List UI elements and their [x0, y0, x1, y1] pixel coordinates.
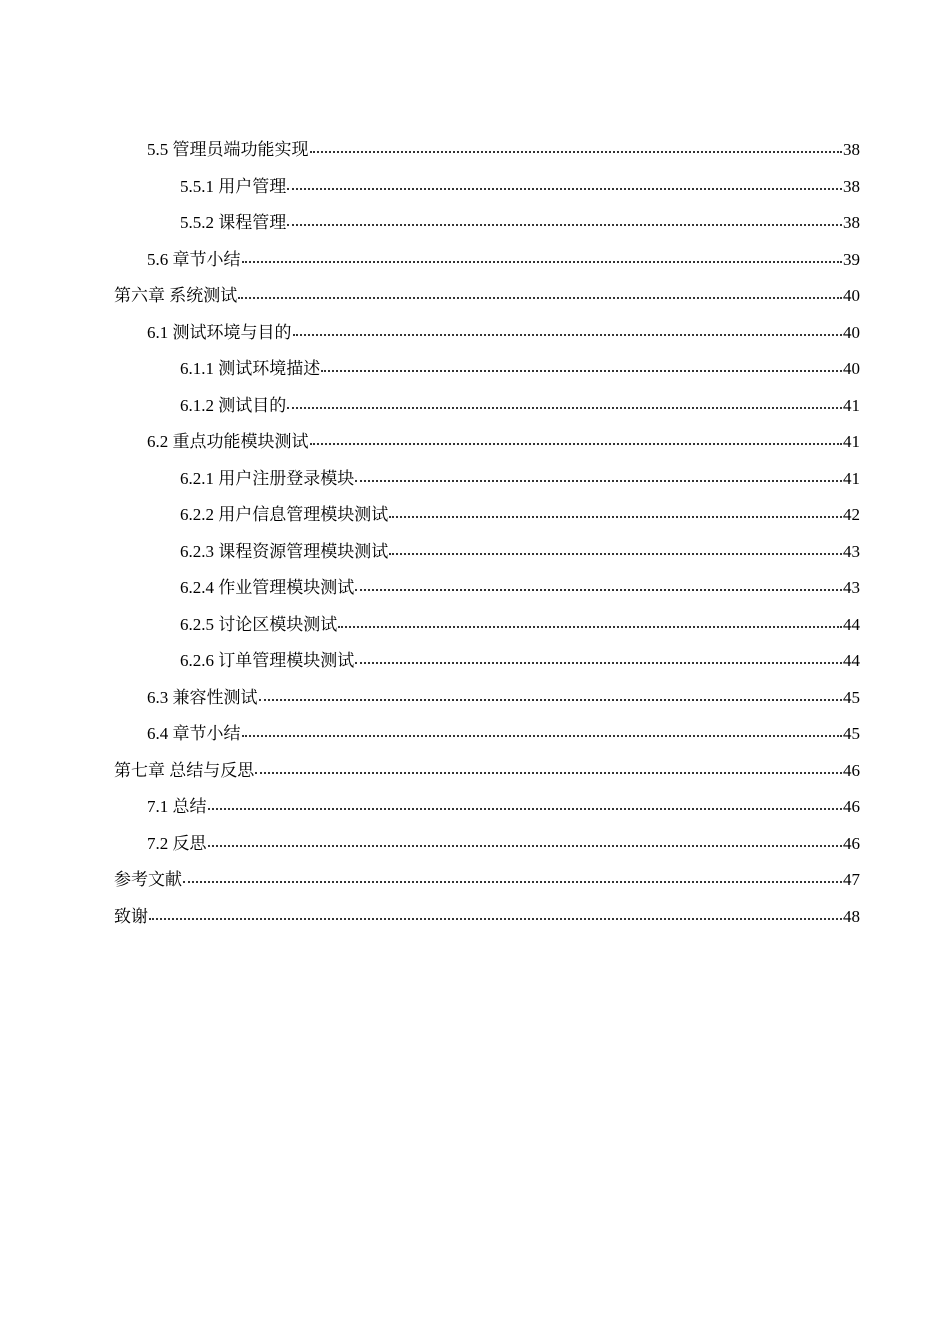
- toc-entry-page-number: 43: [843, 578, 860, 597]
- toc-entry[interactable]: [114, 461, 860, 498]
- toc-dot-leader: [293, 333, 843, 336]
- toc-entry[interactable]: [114, 789, 860, 826]
- toc-entry-title: 7.2 反思: [147, 833, 207, 853]
- toc-entry[interactable]: [114, 424, 860, 461]
- toc-entry-title: 5.5 管理员端功能实现: [147, 140, 309, 159]
- toc-entry-page-number: 47: [843, 870, 860, 889]
- toc-entry-page-number: 40: [843, 359, 860, 378]
- toc-entry-page-number: 41: [843, 432, 860, 451]
- toc-entry-title: 6.2.3 课程资源管理模块测试: [180, 541, 389, 561]
- toc-dot-leader: [355, 661, 842, 664]
- toc-dot-leader: [355, 479, 842, 482]
- toc-dot-leader: [287, 406, 842, 409]
- toc-entry-title: 致谢: [114, 906, 148, 926]
- toc-dot-leader: [208, 844, 843, 847]
- toc-entry-page-number: 41: [843, 468, 860, 488]
- toc-entry-title: 5.5.2 课程管理: [180, 213, 287, 232]
- toc-entry-page-number: 40: [843, 322, 860, 342]
- toc-entry-page-number: 43: [843, 541, 860, 561]
- toc-entry[interactable]: [114, 315, 860, 352]
- toc-dot-leader: [242, 734, 843, 737]
- toc-entry-title: 7.1 总结: [147, 797, 207, 816]
- toc-dot-leader: [183, 880, 842, 883]
- toc-entry[interactable]: [114, 351, 860, 388]
- toc-entry-title: 6.1 测试环境与目的: [147, 322, 292, 342]
- table-of-contents: [114, 132, 860, 935]
- toc-entry[interactable]: [114, 899, 860, 936]
- toc-entry[interactable]: [114, 716, 860, 753]
- toc-entry-title: 6.2.4 作业管理模块测试: [180, 578, 355, 597]
- toc-dot-leader: [242, 260, 843, 263]
- toc-entry[interactable]: [114, 132, 860, 169]
- toc-entry-title: 第六章 系统测试: [114, 286, 238, 305]
- toc-entry[interactable]: [114, 643, 860, 680]
- toc-entry-page-number: 45: [843, 687, 860, 707]
- toc-entry-page-number: 46: [843, 760, 860, 780]
- toc-dot-leader: [389, 515, 842, 518]
- toc-dot-leader: [310, 150, 843, 153]
- toc-entry-page-number: 41: [843, 395, 860, 415]
- toc-entry-title: 6.1.1 测试环境描述: [180, 359, 321, 378]
- toc-entry-title: 6.4 章节小结: [147, 724, 241, 743]
- toc-dot-leader: [355, 588, 842, 591]
- toc-dot-leader: [287, 223, 842, 226]
- toc-entry-page-number: 45: [843, 724, 860, 743]
- toc-entry[interactable]: [114, 278, 860, 315]
- toc-entry-page-number: 46: [843, 833, 860, 853]
- toc-entry[interactable]: [114, 497, 860, 534]
- toc-dot-leader: [321, 369, 842, 372]
- toc-entry-page-number: 38: [843, 140, 860, 159]
- toc-entry-page-number: 48: [843, 906, 860, 926]
- toc-entry-page-number: 44: [843, 651, 860, 670]
- toc-entry-page-number: 40: [843, 286, 860, 305]
- toc-entry[interactable]: [114, 388, 860, 425]
- toc-entry-title: 6.2.1 用户注册登录模块: [180, 468, 355, 488]
- toc-entry-title: 6.2 重点功能模块测试: [147, 432, 309, 451]
- toc-dot-leader: [310, 442, 843, 445]
- toc-dot-leader: [238, 296, 842, 299]
- toc-dot-leader: [389, 552, 842, 555]
- toc-entry-title: 6.2.2 用户信息管理模块测试: [180, 505, 389, 524]
- toc-dot-leader: [208, 807, 843, 810]
- toc-entry-title: 5.5.1 用户管理: [180, 176, 287, 196]
- toc-entry-title: 参考文献: [114, 870, 182, 889]
- toc-dot-leader: [259, 698, 843, 701]
- toc-dot-leader: [255, 771, 842, 774]
- toc-entry-title: 6.1.2 测试目的: [180, 395, 287, 415]
- toc-dot-leader: [149, 917, 842, 920]
- toc-entry[interactable]: [114, 862, 860, 899]
- toc-entry[interactable]: [114, 753, 860, 790]
- toc-entry-page-number: 44: [843, 614, 860, 634]
- toc-entry[interactable]: [114, 680, 860, 717]
- toc-entry-page-number: 38: [843, 176, 860, 196]
- toc-entry-title: 第七章 总结与反思: [114, 760, 255, 780]
- toc-entry[interactable]: [114, 570, 860, 607]
- toc-entry-title: 6.2.5 讨论区模块测试: [180, 614, 338, 634]
- toc-dot-leader: [287, 187, 842, 190]
- toc-entry-title: 6.3 兼容性测试: [147, 687, 258, 707]
- toc-entry-title: 5.6 章节小结: [147, 249, 241, 269]
- toc-entry[interactable]: [114, 242, 860, 279]
- toc-entry[interactable]: [114, 826, 860, 863]
- toc-entry-page-number: 39: [843, 249, 860, 269]
- toc-entry[interactable]: [114, 205, 860, 242]
- toc-entry[interactable]: [114, 169, 860, 206]
- toc-entry-title: 6.2.6 订单管理模块测试: [180, 651, 355, 670]
- toc-entry-page-number: 38: [843, 213, 860, 232]
- toc-dot-leader: [338, 625, 842, 628]
- toc-entry-page-number: 46: [843, 797, 860, 816]
- toc-entry-page-number: 42: [843, 505, 860, 524]
- toc-entry[interactable]: [114, 534, 860, 571]
- toc-entry[interactable]: [114, 607, 860, 644]
